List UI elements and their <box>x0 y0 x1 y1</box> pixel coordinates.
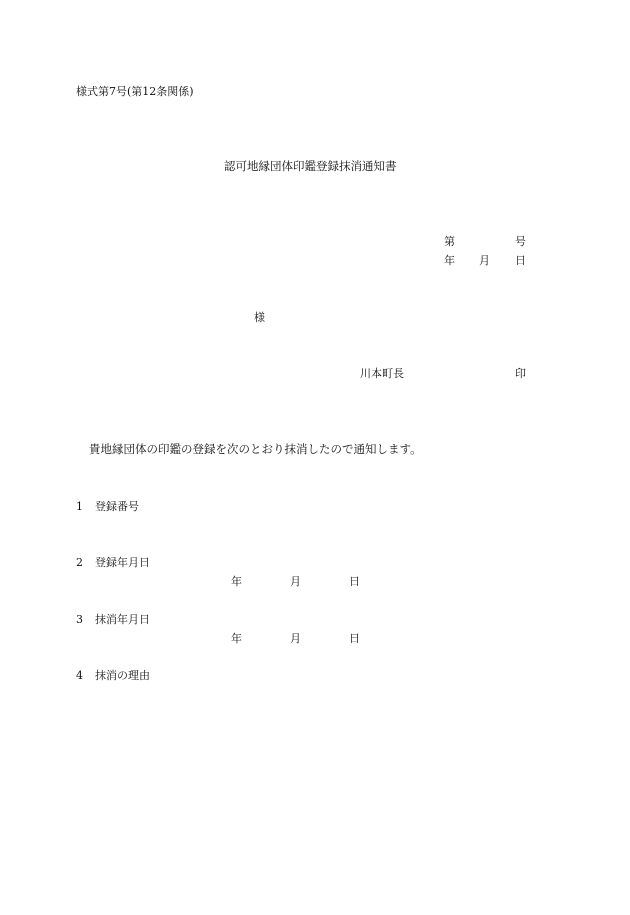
document-title: 認可地縁団体印鑑登録抹消通知書 <box>224 159 397 173</box>
item-number: 2 <box>76 556 83 569</box>
notice-number-prefix: 第 <box>444 235 455 248</box>
issuer-name: 川本町長 <box>360 367 404 380</box>
item-cancellation-date <box>76 614 150 625</box>
item-number: 3 <box>76 613 83 626</box>
item-number: 4 <box>76 669 83 682</box>
notice-number-suffix: 号 <box>515 235 526 248</box>
item-registration-number <box>76 501 139 512</box>
notice-date-year: 年 <box>444 254 455 267</box>
registration-date-day: 日 <box>349 575 360 588</box>
item-label: 登録番号 <box>95 500 139 513</box>
item-label: 抹消の理由 <box>95 669 150 682</box>
item-label: 登録年月日 <box>95 556 150 569</box>
cancellation-date-month: 月 <box>290 632 301 645</box>
registration-date-month: 月 <box>290 575 301 588</box>
body-text: 貴地縁団体の印鑑の登録を次のとおり抹消したので通知します。 <box>89 442 422 456</box>
registration-date-year: 年 <box>231 575 242 588</box>
item-label: 抹消年月日 <box>95 613 150 626</box>
cancellation-date-day: 日 <box>349 632 360 645</box>
item-registration-date <box>76 557 150 568</box>
seal-mark: 印 <box>515 367 526 380</box>
notice-date-day: 日 <box>515 254 526 267</box>
addressee-honorific: 様 <box>254 311 265 324</box>
item-number: 1 <box>76 500 83 513</box>
cancellation-date-year: 年 <box>231 632 242 645</box>
form-number: 様式第7号(第12条関係) <box>76 85 194 98</box>
item-cancellation-reason <box>76 670 150 681</box>
notice-date-month: 月 <box>479 254 490 267</box>
